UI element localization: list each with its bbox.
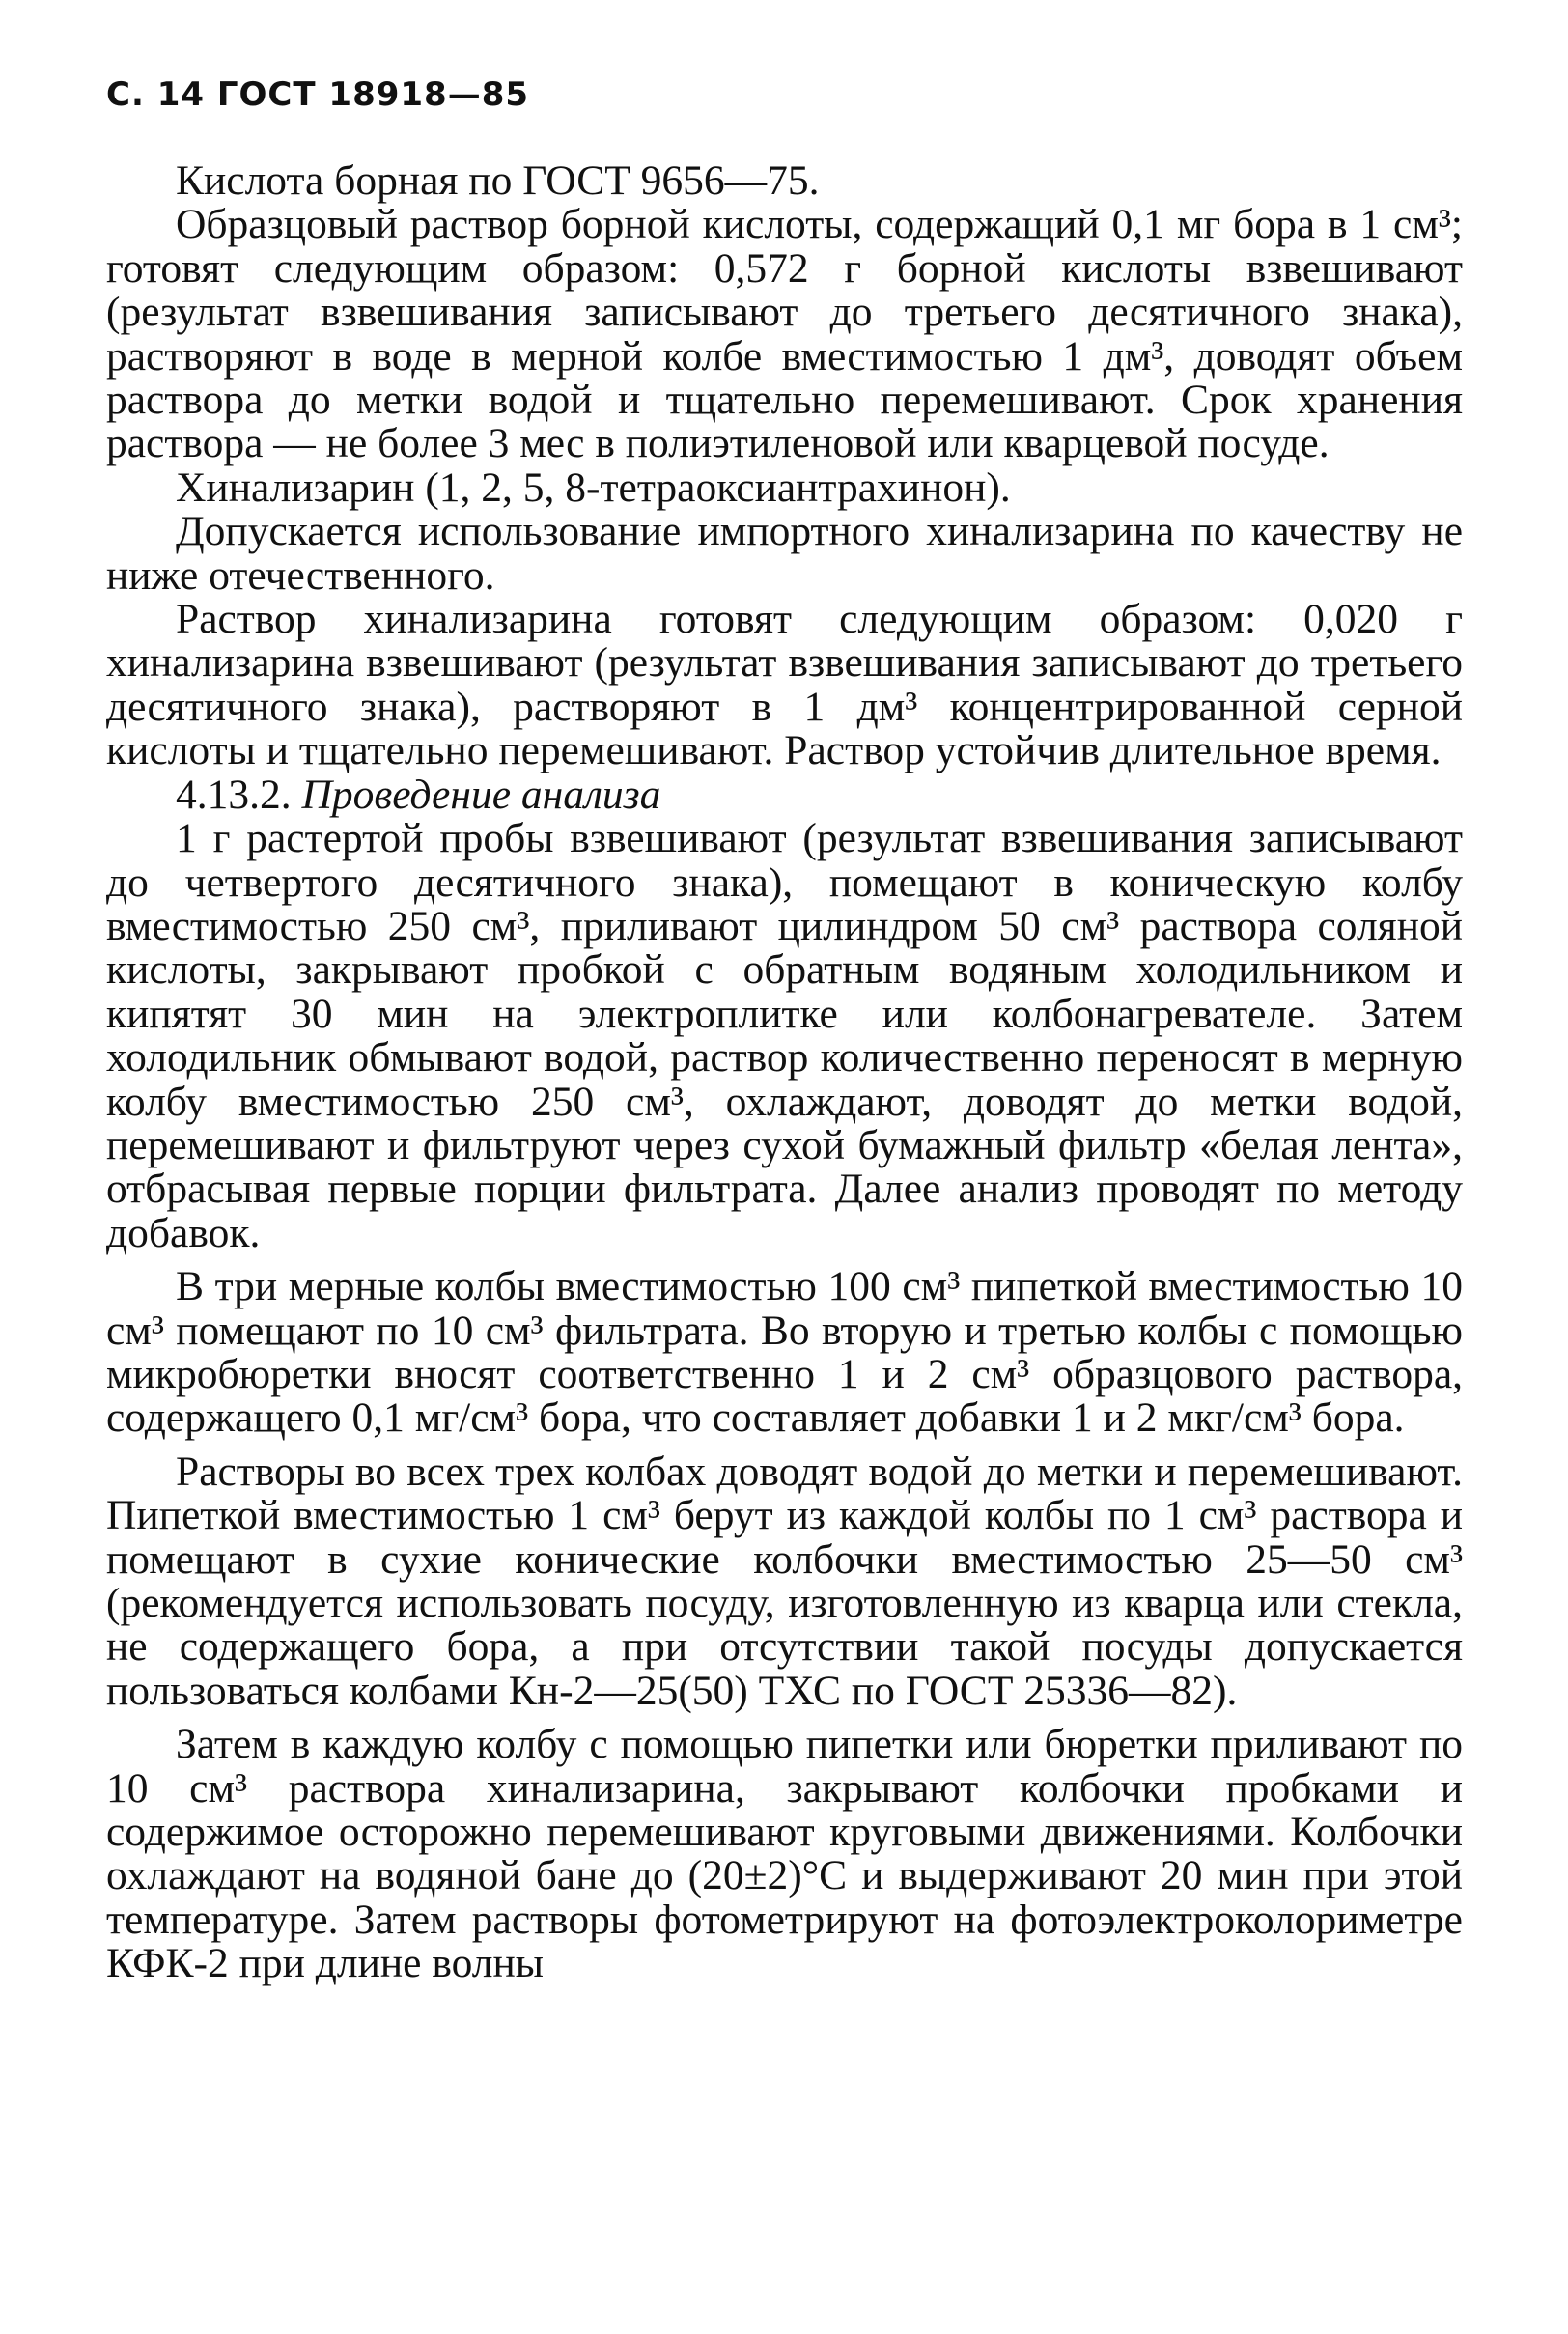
paragraph-quinalizarin: Хинализарин (1, 2, 5, 8-тетраоксиантрахинон). <box>176 464 1011 511</box>
paragraph-quinalizarin-solution: Раствор хинализарина готовят следующим образом: 0,020 г хинализарина взвешивают (результат взвешивания записывают до третьего десятичного знака), растворяют в 1 дм³ концентрированной серной кислоты и тщательно перемешивают. Раствор устойчив длительное время. <box>106 596 1463 774</box>
paragraph-reference-solution: Образцовый раствор борной кислоты, содержащий 0,1 мг бора в 1 см³; готовят следующим образом: 0,572 г борной кислоты взвешивают (результат взвешивания записывают до третьего десятичного знака), растворяют в воде в мерной колбе вместимостью 1 дм³, доводят объем раствора до метки водой и тщательно перемешивают. Срок хранения раствора — не более 3 мес в полиэтиленовой или кварцевой посуде. <box>106 201 1463 467</box>
paragraph-photometry: Затем в каждую колбу с помощью пипетки или бюретки приливают по 10 см³ раствора хинализарина, закрывают колбочки пробками и содержимое осторожно перемешивают круговыми движениями. Колбочки охлаждают на водяной бане до (20±2)°С и выдерживают 20 мин при этой температуре. Затем растворы фотометрируют на фотоэлектроколориметре КФК-2 при длине волны <box>106 1721 1463 1987</box>
running-head: С. 14 ГОСТ 18918—85 <box>106 75 530 114</box>
paragraph-sample-prep: 1 г растертой пробы взвешивают (результат взвешивания записывают до четвертого десятичного знака), помещают в коническую колбу вместимостью 250 см³, приливают цилиндром 50 см³ раствора соляной кислоты, закрывают пробкой с обратным водяным холодильником и кипятят 30 мин на электроплитке или колбонагревателе. Затем холодильник обмывают водой, раствор количественно переносят в мерную колбу вместимостью 250 см³, охлаждают, доводят до метки водой, перемешивают и фильтруют через сухой бумажный фильтр «белая лента», отбрасывая первые порции фильтрата. Далее анализ проводят по методу добавок. <box>106 815 1463 1256</box>
section-heading <box>106 773 1463 817</box>
section-title: Проведение анализа <box>301 771 661 818</box>
paragraph-additions: В три мерные колбы вместимостью 100 см³ пипеткой вместимостью 10 см³ помещают по 10 см³ фильтрата. Во вторую и третью колбы с помощью микробюретки вносят соответственно 1 и 2 см³ образцового раствора, содержащего 0,1 мг/см³ бора, что составляет добавки 1 и 2 мкг/см³ бора. <box>106 1263 1463 1442</box>
paragraph-dilution: Растворы во всех трех колбах доводят водой до метки и перемешивают. Пипеткой вместимостью 1 см³ берут из каждой колбы по 1 см³ раствора и помещают в сухие конические колбочки вместимостью 25—50 см³ (рекомендуется использовать посуду, изготовленную из кварца или стекла, не содержащего бора, а при отсутствии такой посуды допускается пользоваться колбами Кн-2—25(50) ТХС по ГОСТ 25336—82). <box>106 1448 1463 1714</box>
section-number: 4.13.2. <box>176 771 292 818</box>
document-body <box>106 159 1463 1986</box>
paragraph-boric-acid: Кислота борная по ГОСТ 9656—75. <box>176 157 820 204</box>
paragraph-import-allowed: Допускается использование импортного хинализарина по качеству не ниже отечественного. <box>106 508 1463 599</box>
